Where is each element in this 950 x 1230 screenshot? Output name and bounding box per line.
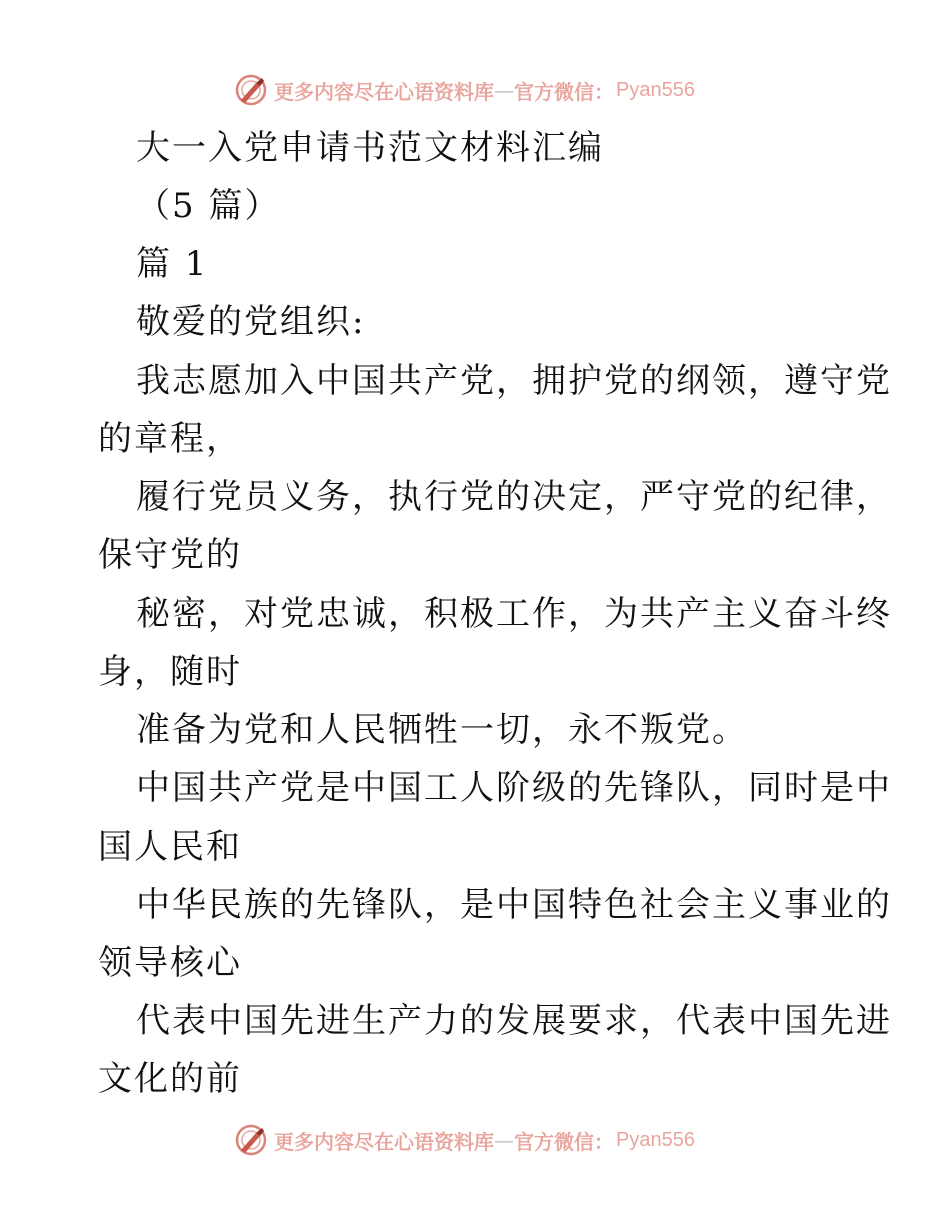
watermark-separator: — xyxy=(494,1128,514,1152)
section-heading: 篇 1 xyxy=(136,244,209,284)
paragraph-line: 履行党员义务，执行党的决定，严守党的纪律， xyxy=(136,477,892,517)
paragraph-line: 中国共产党是中国工人阶级的先锋队，同时是中 xyxy=(136,768,892,808)
pen-logo-icon xyxy=(234,1123,268,1157)
header-watermark xyxy=(234,72,695,108)
watermark-id: Pyan556 xyxy=(616,1128,695,1151)
watermark-text: 更多内容尽在心语资料库 xyxy=(274,1129,494,1154)
watermark-suffix: 官方微信： xyxy=(514,79,614,104)
pen-logo-icon xyxy=(234,73,268,107)
watermark-id: Pyan556 xyxy=(616,78,695,101)
salutation: 敬爱的党组织: xyxy=(136,302,366,342)
paragraph-line: 准备为党和人民牺牲一切，永不叛党。 xyxy=(136,710,748,750)
paragraph-line: 秘密，对党忠诚，积极工作，为共产主义奋斗终 xyxy=(136,594,892,634)
watermark-suffix: 官方微信： xyxy=(514,1129,614,1154)
paragraph-line: 国人民和 xyxy=(98,827,242,867)
paragraph-line: 保守党的 xyxy=(98,535,242,575)
paragraph-line: 身，随时 xyxy=(98,652,242,692)
document-title: 大一入党申请书范文材料汇编 xyxy=(136,128,604,168)
paragraph-line: 的章程， xyxy=(98,419,242,459)
document-subtitle: （5 篇） xyxy=(136,186,281,226)
footer-watermark xyxy=(234,1122,695,1158)
paragraph-line: 文化的前 xyxy=(98,1059,242,1099)
paragraph-line: 我志愿加入中国共产党，拥护党的纲领，遵守党 xyxy=(136,361,892,401)
paragraph-line: 中华民族的先锋队，是中国特色社会主义事业的 xyxy=(136,885,892,925)
paragraph-line: 代表中国先进生产力的发展要求，代表中国先进 xyxy=(136,1001,892,1041)
paragraph-line: 领导核心 xyxy=(98,943,242,983)
watermark-separator: — xyxy=(494,78,514,102)
watermark-text: 更多内容尽在心语资料库 xyxy=(274,79,494,104)
